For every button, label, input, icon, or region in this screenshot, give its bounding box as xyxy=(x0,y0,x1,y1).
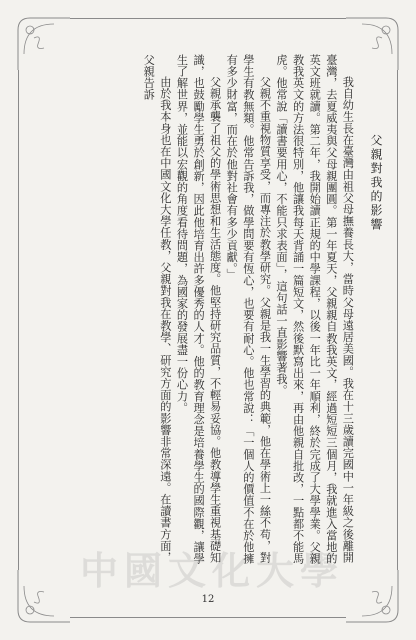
frame-left-border xyxy=(18,70,19,570)
article-heading: 父親對我的影響 xyxy=(369,134,383,232)
paragraph: 由於我本身也在中國文化大學任教，父親對我在教學、研究方面的影響非常深遠。在讀書方面，父親告訴 xyxy=(142,54,172,564)
page-number: 12 xyxy=(201,594,215,605)
frame-right-border xyxy=(397,70,398,570)
paragraph: 父親承襲了祖父的學術思想和生活態度。他堅持研究品質，不輕易妥協。他教導學生重視基礎知識，也鼓勵學生勇於創新，因此他培育出許多優秀的人才。他的教育理念是培養學生的國際觀，讓學生了解世界，並能以宏觀的角度看待問題，為國家的發展盡一份心力。 xyxy=(175,54,222,565)
watermark-text: 中國文化大學 xyxy=(80,548,345,593)
paragraph: 我自幼生長在臺灣由祖父母撫養長大，當時父母遠居美國。我在十三歲讀完國中一年級之後離開臺灣，去夏威夷與父母親團圓。第一年夏天，父親親自教我英文，經過短短三個月，我就進入當地的英文班就讀。第二年，我開始讀正規的中學課程，以後一年比一年順利，終於完成了大學學業。父親教我英文的方法很特別，他讓我每天背誦一篇短文，然後默寫出來，再由他親自批改，一點都不能馬虎。他常說「讀書要用心，不能只求表面」，這句話一直影響著我。 xyxy=(275,54,355,565)
frame-bottom-border xyxy=(70,617,346,618)
article-body xyxy=(40,54,384,574)
paragraph: 父親不重視物質享受，而專注於教學研究。父親是我一生學習的典範，他在學術上一絲不苟，對學生有教無類。他常告訴我，做學問要有恆心，也要有耐心。他也常說：「一個人的價值不在於他擁有多少財富，而在於他對社會有多少貢獻。」 xyxy=(225,54,272,565)
frame-top-border xyxy=(70,18,346,19)
